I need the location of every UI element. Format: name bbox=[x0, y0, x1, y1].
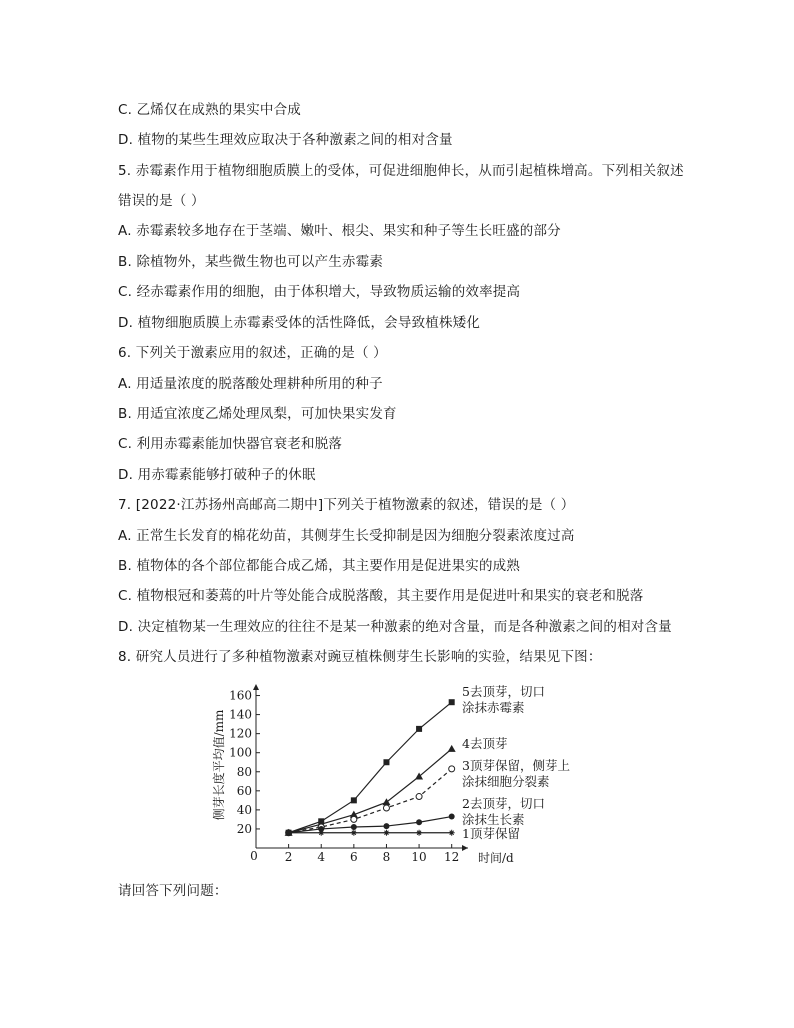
y-tick-label: 80 bbox=[236, 764, 252, 779]
text-line: C. 植物根冠和萎蔫的叶片等处能合成脱落酸，其主要作用是促进叶和果实的衰老和脱落 bbox=[118, 588, 644, 604]
text-line: 7. [2022·江苏扬州高邮高二期中]下列关于植物激素的叙述，错误的是（ ） bbox=[118, 497, 575, 513]
x-tick-label: 2 bbox=[284, 850, 293, 864]
text-line: D. 植物细胞质膜上赤霉素受体的活性降低，会导致植株矮化 bbox=[118, 315, 481, 331]
text-line: B. 植物体的各个部位都能合成乙烯，其主要作用是促进果实的成熟 bbox=[118, 558, 521, 574]
text-line: 5. 赤霉素作用于植物细胞质膜上的受体，可促进细胞伸长，从而引起植株增高。下列相关叙述 bbox=[118, 163, 684, 179]
data-point bbox=[449, 699, 455, 705]
data-point bbox=[416, 726, 422, 732]
data-point bbox=[449, 766, 455, 772]
y-tick-label: 60 bbox=[236, 783, 252, 798]
series-label: 涂抹赤霉素 bbox=[462, 700, 525, 715]
y-tick-label: 140 bbox=[229, 707, 252, 722]
origin-label: 0 bbox=[250, 849, 258, 863]
data-point bbox=[383, 759, 389, 765]
text-line: 6. 下列关于激素应用的叙述，正确的是（ ） bbox=[118, 345, 387, 361]
data-point bbox=[416, 819, 422, 825]
x-tick-label: 10 bbox=[411, 850, 427, 864]
data-point bbox=[449, 830, 455, 836]
series-line bbox=[289, 769, 452, 833]
data-point bbox=[351, 797, 357, 803]
x-axis-label: 时间/d bbox=[478, 851, 514, 865]
y-axis-label: 侧芽长度平均值/mm bbox=[212, 709, 226, 821]
x-tick-label: 4 bbox=[317, 850, 326, 864]
text-line: B. 用适宜浓度乙烯处理凤梨，可加快果实发育 bbox=[118, 406, 397, 422]
data-point bbox=[383, 805, 389, 811]
text-line: C. 利用赤霉素能加快器官衰老和脱落 bbox=[118, 436, 343, 452]
data-point bbox=[351, 830, 357, 836]
data-point bbox=[416, 830, 422, 836]
text-line: A. 正常生长发育的棉花幼苗，其侧芽生长受抑制是因为细胞分裂素浓度过高 bbox=[118, 528, 575, 544]
series-label: 5去顶芽，切口 bbox=[462, 684, 545, 699]
data-point bbox=[448, 745, 456, 752]
text-line: B. 除植物外，某些微生物也可以产生赤霉素 bbox=[118, 254, 384, 270]
series-label: 1顶芽保留 bbox=[462, 826, 520, 841]
text-line: C. 乙烯仅在成熟的果实中合成 bbox=[118, 102, 302, 118]
follow-up-prompt: 请回答下列问题： bbox=[118, 883, 228, 899]
data-point bbox=[351, 816, 357, 822]
text-line: D. 决定植物某一生理效应的往往不是某一种激素的绝对含量，而是各种激素之间的相对含量 bbox=[118, 619, 672, 635]
series-label: 2去顶芽，切口 bbox=[462, 796, 545, 811]
lateral-bud-growth-chart bbox=[210, 680, 600, 870]
text-line: 8. 研究人员进行了多种植物激素对豌豆植株侧芽生长影响的实验，结果见下图： bbox=[118, 649, 602, 665]
x-axis-arrow bbox=[462, 845, 468, 851]
text-line: D. 植物的某些生理效应取决于各种激素之间的相对含量 bbox=[118, 132, 453, 148]
text-line: C. 经赤霉素作用的细胞，由于体积增大，导致物质运输的效率提高 bbox=[118, 284, 521, 300]
y-tick-label: 20 bbox=[236, 821, 252, 836]
y-axis-arrow bbox=[253, 684, 259, 690]
y-tick-label: 100 bbox=[229, 745, 252, 760]
data-point bbox=[351, 824, 357, 830]
data-point bbox=[383, 830, 389, 836]
y-tick-label: 40 bbox=[236, 802, 252, 817]
series-label: 涂抹细胞分裂素 bbox=[462, 774, 550, 789]
y-tick-label: 120 bbox=[229, 726, 252, 741]
x-tick-label: 8 bbox=[382, 850, 391, 864]
text-line: D. 用赤霉素能够打破种子的休眠 bbox=[118, 467, 316, 483]
data-point bbox=[416, 794, 422, 800]
series-label: 4去顶芽 bbox=[462, 736, 508, 751]
text-line: A. 赤霉素较多地存在于茎端、嫩叶、根尖、果实和种子等生长旺盛的部分 bbox=[118, 223, 561, 239]
data-point bbox=[449, 814, 455, 820]
text-line: 错误的是（ ） bbox=[118, 193, 205, 209]
series-line bbox=[289, 749, 452, 833]
x-tick-label: 12 bbox=[444, 850, 460, 864]
text-line: A. 用适量浓度的脱落酸处理耕种所用的种子 bbox=[118, 376, 383, 392]
y-tick-label: 160 bbox=[229, 688, 252, 703]
series-label: 涂抹生长素 bbox=[462, 812, 525, 827]
x-tick-label: 6 bbox=[350, 850, 358, 864]
data-point bbox=[383, 823, 389, 829]
series-label: 3顶芽保留，侧芽上 bbox=[462, 758, 570, 773]
